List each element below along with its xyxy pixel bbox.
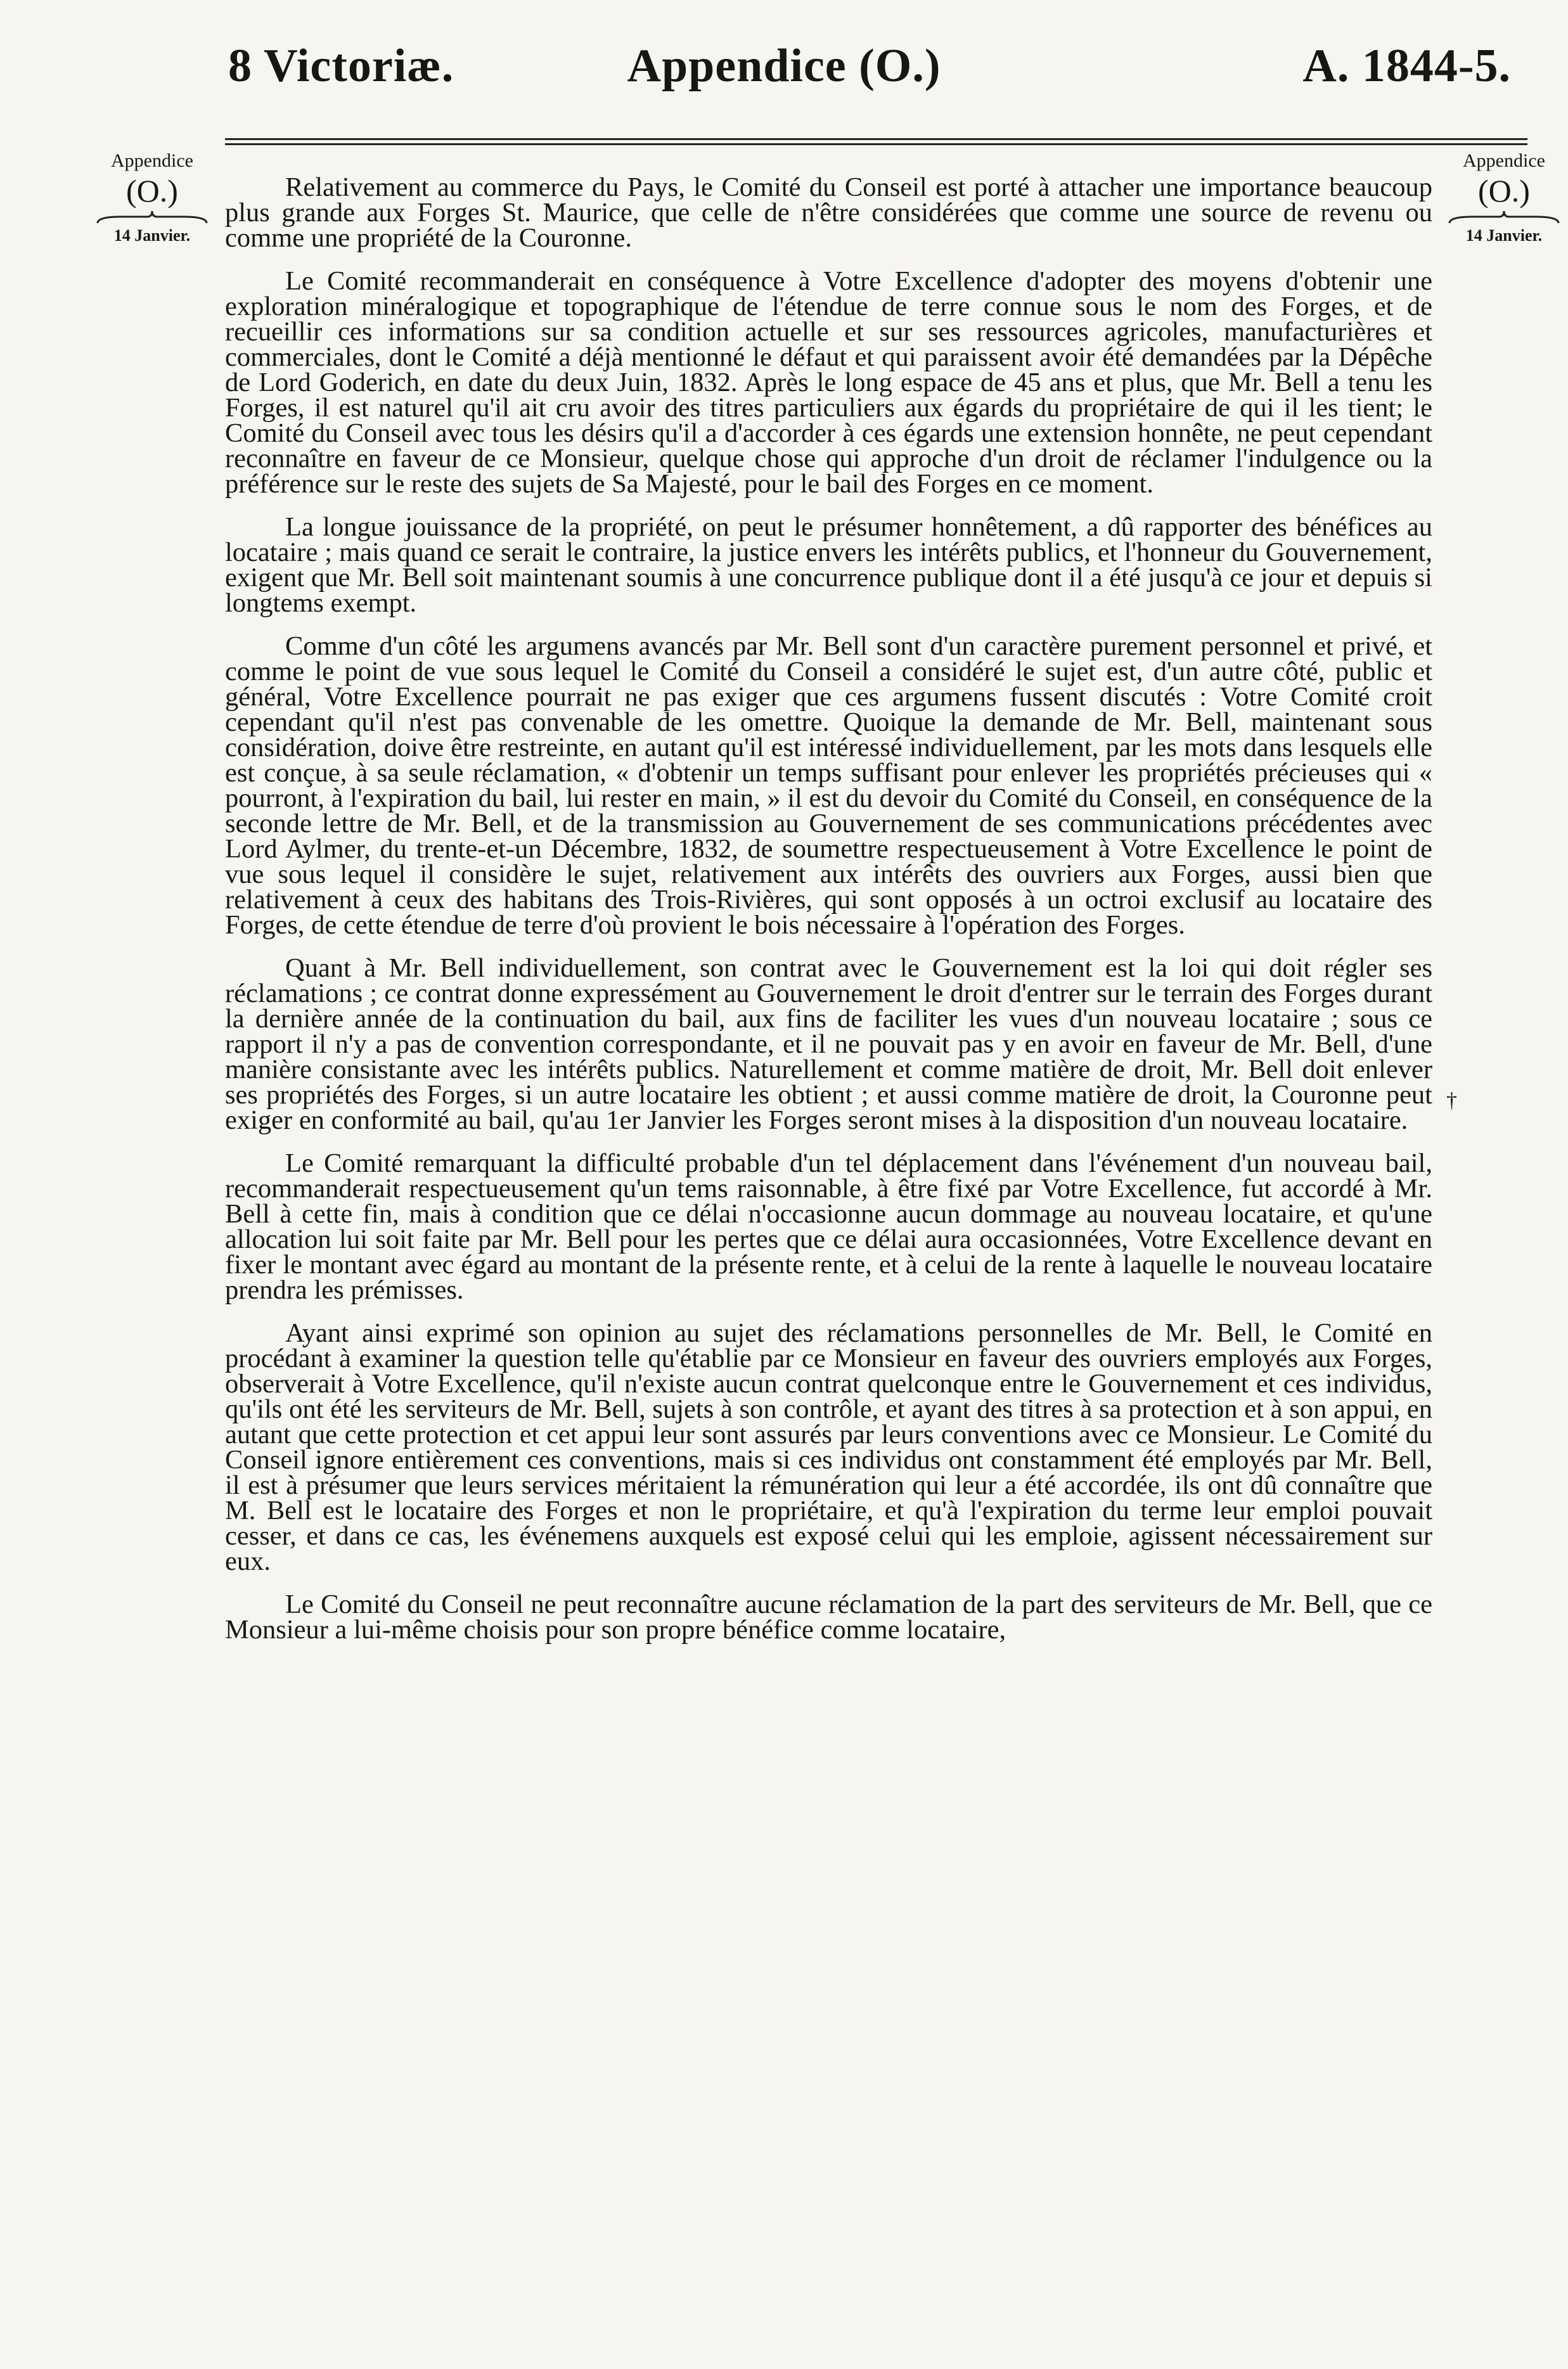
header-year: A. 1844-5. xyxy=(1302,40,1511,92)
running-header xyxy=(0,39,1568,122)
paragraph: La longue jouissance de la propriété, on peut le présumer honnêtement, a dû rapporter des bénéfices au locataire ; mais quand ce serait le contraire, la justice envers les intérêts publics, et l'honneur du Gouvernement, exigent que Mr. Bell soit maintenant soumis à une concurrence publique dont il a été jusqu'à ce jour et depuis si longtems exempt. xyxy=(225,512,1432,618)
margin-mark: † xyxy=(1446,1089,1457,1112)
margin-note-label: Appendice xyxy=(111,150,193,171)
header-section: Appendice (O.) xyxy=(627,40,941,92)
brace-icon xyxy=(92,209,212,226)
header-rule-top xyxy=(225,138,1527,140)
margin-note-left xyxy=(92,150,212,246)
paragraph: Le Comité du Conseil ne peut reconnaître aucune réclamation de la part des serviteurs de Mr. Bell, que ce Monsieur a lui-même choisis pour son propre bénéfice comme locataire, xyxy=(225,1589,1432,1645)
paragraph: Le Comité recommanderait en conséquence à Votre Excellence d'adopter des moyens d'obtenir une exploration minéralogique et topographique de l'étendue de terre connue sous le nom des Forges, et de recueillir ces informations sur sa condition actuelle et sur ses ressources agricoles, manufacturières et commerciales, dont le Comité a déjà mentionné le défaut et qui paraissent avoir été demandées par la Dépêche de Lord Goderich, en date du deux Juin, 1832. Après le long espace de 45 ans et plus, que Mr. Bell a tenu les Forges, il est naturel qu'il ait cru avoir des titres particuliers aux égards du propriétaire de qui il les tient; le Comité du Conseil avec tous les désirs qu'il a d'accorder à ces égards une extension honnête, ne peut cependant reconnaître en faveur de ce Monsieur, quelque chose qui approche d'un droit de réclamer l'indulgence ou la préférence sur le reste des sujets de Sa Majesté, pour le bail des Forges en ce moment. xyxy=(225,266,1432,499)
margin-note-letter: (O.) xyxy=(1478,173,1530,209)
document-body xyxy=(225,172,1432,1660)
header-rule-bottom xyxy=(225,143,1527,145)
paragraph: Quant à Mr. Bell individuellement, son contrat avec le Gouvernement est la loi qui doit régler ses réclamations ; ce contrat donne expressément au Gouvernement le droit d'entrer sur le terrain des Forges durant la dernière année de la continuation du bail, aux fins de faciliter les vues d'un nouveau locataire ; sous ce rapport il n'y a pas de convention correspondante, et il ne pouvait pas y en avoir en faveur de Mr. Bell, d'une manière consistante avec les intérêts publics. Naturellement et comme matière de droit, Mr. Bell doit enlever ses propriétés des Forges, si un autre locataire les obtient ; et aussi comme matière de droit, la Couronne peut exiger en conformité au bail, qu'au 1er Janvier les Forges seront mises à la disposition d'un nouveau locataire. xyxy=(225,953,1432,1135)
margin-note-label: Appendice xyxy=(1463,150,1545,171)
margin-note-letter: (O.) xyxy=(126,173,178,209)
margin-note-right xyxy=(1444,150,1564,246)
margin-note-date: 14 Janvier. xyxy=(1465,226,1543,245)
margin-note-date: 14 Janvier. xyxy=(113,226,191,245)
paragraph: Relativement au commerce du Pays, le Comité du Conseil est porté à attacher une importance beaucoup plus grande aux Forges St. Maurice, que celle de n'être considérées que comme une source de revenu ou comme une propriété de la Couronne. xyxy=(225,172,1432,253)
header-volume: 8 Victoriæ. xyxy=(228,40,454,92)
brace-icon xyxy=(1444,209,1564,226)
paragraph: Le Comité remarquant la difficulté probable d'un tel déplacement dans l'événement d'un nouveau bail, recommanderait respectueusement qu'un tems raisonnable, à être fixé par Votre Excellence, fut accordé à Mr. Bell à cette fin, mais à condition que ce délai n'occasionne aucun dommage au nouveau locataire, et qu'une allocation lui soit faite par Mr. Bell pour les pertes que ce délai aura occasionnées, Votre Excellence devant en fixer le montant avec égard au montant de la présente rente, et à celui de la rente à laquelle le nouveau locataire prendra les prémisses. xyxy=(225,1148,1432,1305)
paragraph: Comme d'un côté les argumens avancés par Mr. Bell sont d'un caractère purement personnel et privé, et comme le point de vue sous lequel le Comité du Conseil a considéré le sujet est, d'un autre côté, public et général, Votre Excellence pourrait ne pas exiger que ces argumens fussent discutés : Votre Comité croit cependant qu'il n'est pas convenable de les omettre. Quoique la demande de Mr. Bell, maintenant sous considération, doive être restreinte, en autant qu'il est intéressé individuellement, par les mots dans lesquels elle est conçue, à sa seule réclamation, « d'obtenir un temps suffisant pour enlever les propriétés précieuses qui « pourront, à l'expiration du bail, lui rester en main, » il est du devoir du Comité du Conseil, en conséquence de la seconde lettre de Mr. Bell, et de la transmission au Gouvernement de ses communications précédentes avec Lord Aylmer, du trente-et-un Décembre, 1832, de soumettre respectueusement à Votre Excellence le point de vue sous lequel il considère le sujet, relativement aux intérêts des ouvriers aux Forges, aussi bien que relativement à ceux des habitans des Trois-Rivières, qui sont opposés à un octroi exclusif au locataire des Forges, de cette étendue de terre d'où provient le bois nécessaire à l'opération des Forges. xyxy=(225,631,1432,940)
paragraph: Ayant ainsi exprimé son opinion au sujet des réclamations personnelles de Mr. Bell, le Comité en procédant à examiner la question telle qu'établie par ce Monsieur en faveur des ouvriers employés aux Forges, observerait à Votre Excellence, qu'il n'existe aucun contrat quelconque entre le Gouvernement et ces individus, qu'ils ont été les serviteurs de Mr. Bell, sujets à son contrôle, et ayant des titres à sa protection et à son appui, en autant que cette protection et cet appui leur sont assurés par leurs conventions avec ce Monsieur. Le Comité du Conseil ignore entièrement ces conventions, mais si ces individus ont constamment été employés par Mr. Bell, il est à présumer que leurs services méritaient la rémunération qui leur a été accordée, ils ont dû connaître que M. Bell est le locataire des Forges et non le propriétaire, et qu'à l'expiration du terme leur emploi pouvait cesser, et dans ce cas, les événemens auxquels est exposé celui qui les emploie, agissent nécessairement sur eux. xyxy=(225,1318,1432,1576)
